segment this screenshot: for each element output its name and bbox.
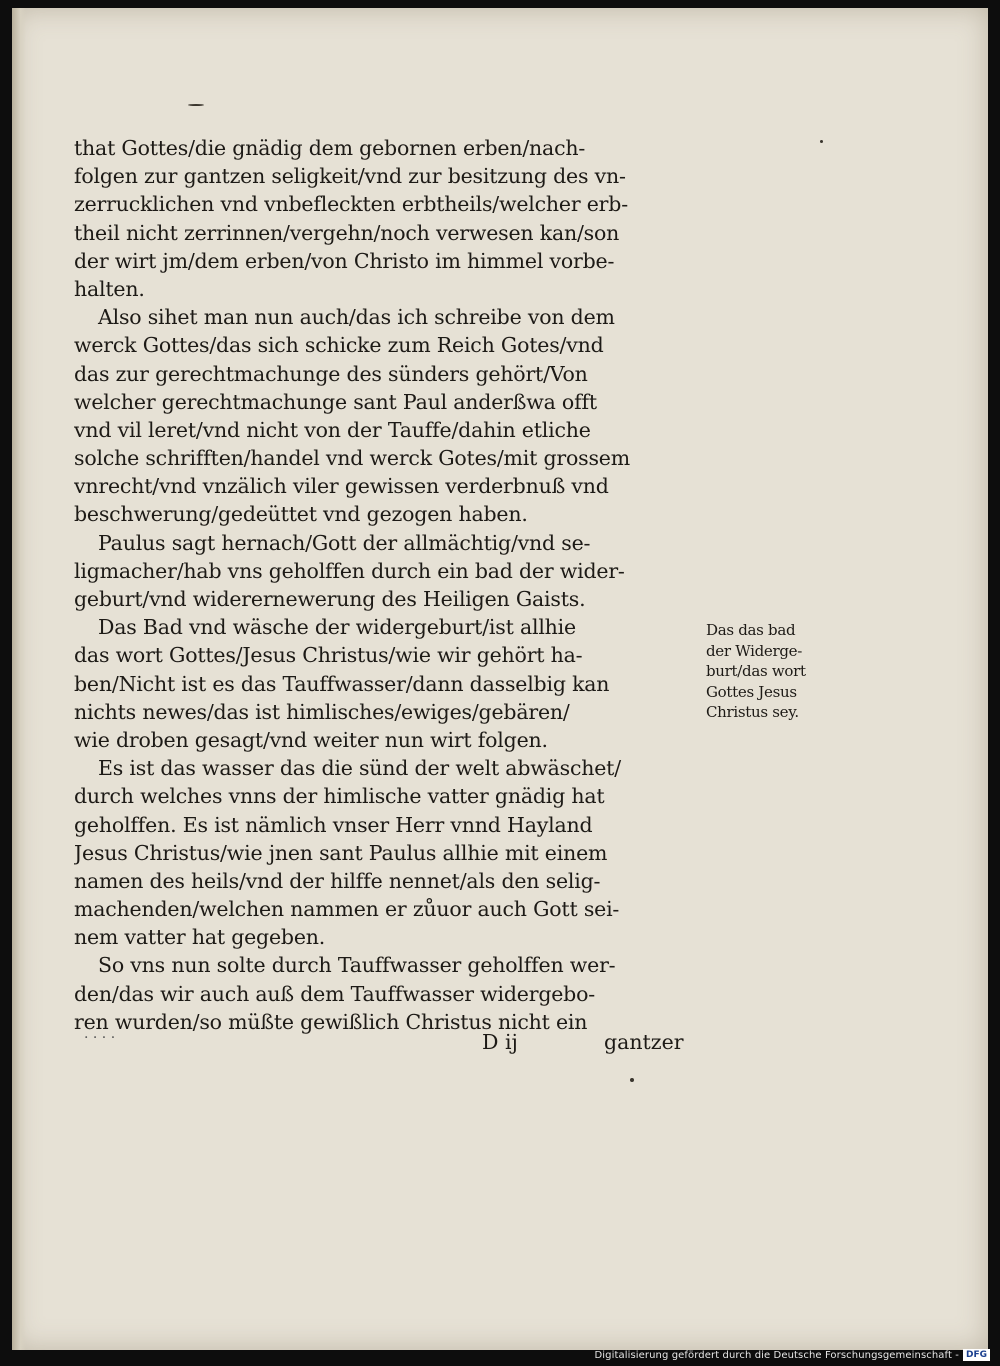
text-line: ben/Nicht ist es das Tauffwasser/dann dasselbig kan (74, 671, 610, 696)
sidenote-line: Das das bad (706, 621, 796, 639)
text-line: ligmacher/hab vns geholffen durch ein bad der wider- (74, 558, 625, 583)
sidenote-line: Christus sey. (706, 703, 799, 721)
ink-spot (630, 1078, 634, 1082)
text-line: das wort Gottes/Jesus Christus/wie wir gehört ha- (74, 643, 583, 668)
dfg-logo: DFG (963, 1349, 990, 1361)
text-line: halten. (74, 276, 145, 301)
text-line: that Gottes/die gnädig dem gebornen erben/nach- (74, 136, 586, 160)
marginal-note (706, 620, 826, 723)
text-line: zerrucklichen vnd vnbefleckten erbtheils/welcher erb- (74, 192, 628, 217)
text-line: machenden/welchen nammen er zůuor auch Gott sei- (74, 897, 620, 922)
text-line: vnrecht/vnd vnzälich viler gewissen verderbnuß vnd (74, 474, 609, 499)
text-line: geholffen. Es ist nämlich vnser Herr vnnd Hayland (74, 812, 593, 837)
text-line: der wirt jm/dem erben/von Christo im himmel vorbe- (74, 248, 615, 273)
ink-spot (188, 104, 204, 106)
sidenote-line: der Widerge- (706, 641, 802, 660)
page-footer-line (74, 1030, 704, 1060)
text-line: Es ist das wasser das die sünd der welt abwäschet/ (98, 756, 621, 781)
ink-spot (820, 140, 823, 143)
text-line: solche schrifften/handel vnd werck Gotes/mit grossem (74, 446, 630, 471)
text-line: namen des heils/vnd der hilffe nennet/als den selig- (74, 868, 601, 893)
sidenote-line: Gottes Jesus (706, 682, 797, 701)
book-page (12, 8, 988, 1350)
text-line: ren wurden/so müßte gewißlich Christus nicht ein (74, 1009, 588, 1034)
text-line: den/das wir auch auß dem Tauffwasser widergebo- (74, 981, 595, 1006)
text-line: So vns nun solte durch Tauffwasser geholffen wer- (98, 953, 616, 978)
text-line: das zur gerechtmachunge des sünders gehört/Von (74, 361, 588, 386)
signature-mark: D ij (482, 1030, 518, 1054)
text-line: Jesus Christus/wie jnen sant Paulus allhie mit einem (74, 840, 608, 865)
text-line: Also sihet man nun auch/das ich schreibe von dem (98, 305, 615, 330)
decorative-dots: · · · · (84, 1030, 116, 1046)
text-line: Paulus sagt hernach/Gott der allmächtig/vnd se- (98, 530, 591, 555)
text-line: nem vatter hat gegeben. (74, 925, 326, 950)
catchword: gantzer (604, 1030, 684, 1054)
text-line: geburt/vnd widerernewerung des Heiligen Gaists. (74, 587, 586, 611)
text-line: durch welches vnns der himlische vatter gnädig hat (74, 784, 605, 809)
credit-text: Digitalisierung gefördert durch die Deutsche Forschungsgemeinschaft - (594, 1349, 959, 1361)
text-line: wie droben gesagt/vnd weiter nun wirt folgen. (74, 727, 548, 752)
text-line: vnd vil leret/vnd nicht von der Tauffe/dahin etliche (74, 417, 591, 442)
text-line: folgen zur gantzen seligkeit/vnd zur besitzung des vn- (74, 164, 626, 189)
text-line: werck Gottes/das sich schicke zum Reich Gotes/vnd (74, 333, 604, 358)
text-line: welcher gerechtmachunge sant Paul anderßwa offt (74, 389, 597, 414)
digitization-credit (594, 1348, 990, 1362)
sidenote-line: burt/das wort (706, 662, 806, 680)
text-line: Das Bad vnd wäsche der widergeburt/ist allhie (98, 615, 576, 640)
page-gutter-shadow (12, 8, 26, 1350)
text-line: theil nicht zerrinnen/vergehn/noch verwesen kan/son (74, 220, 620, 245)
main-text-column (74, 134, 704, 1036)
text-line: beschwerung/gedeüttet vnd gezogen haben. (74, 502, 528, 527)
text-line: nichts newes/das ist himlisches/ewiges/gebären/ (74, 699, 570, 724)
